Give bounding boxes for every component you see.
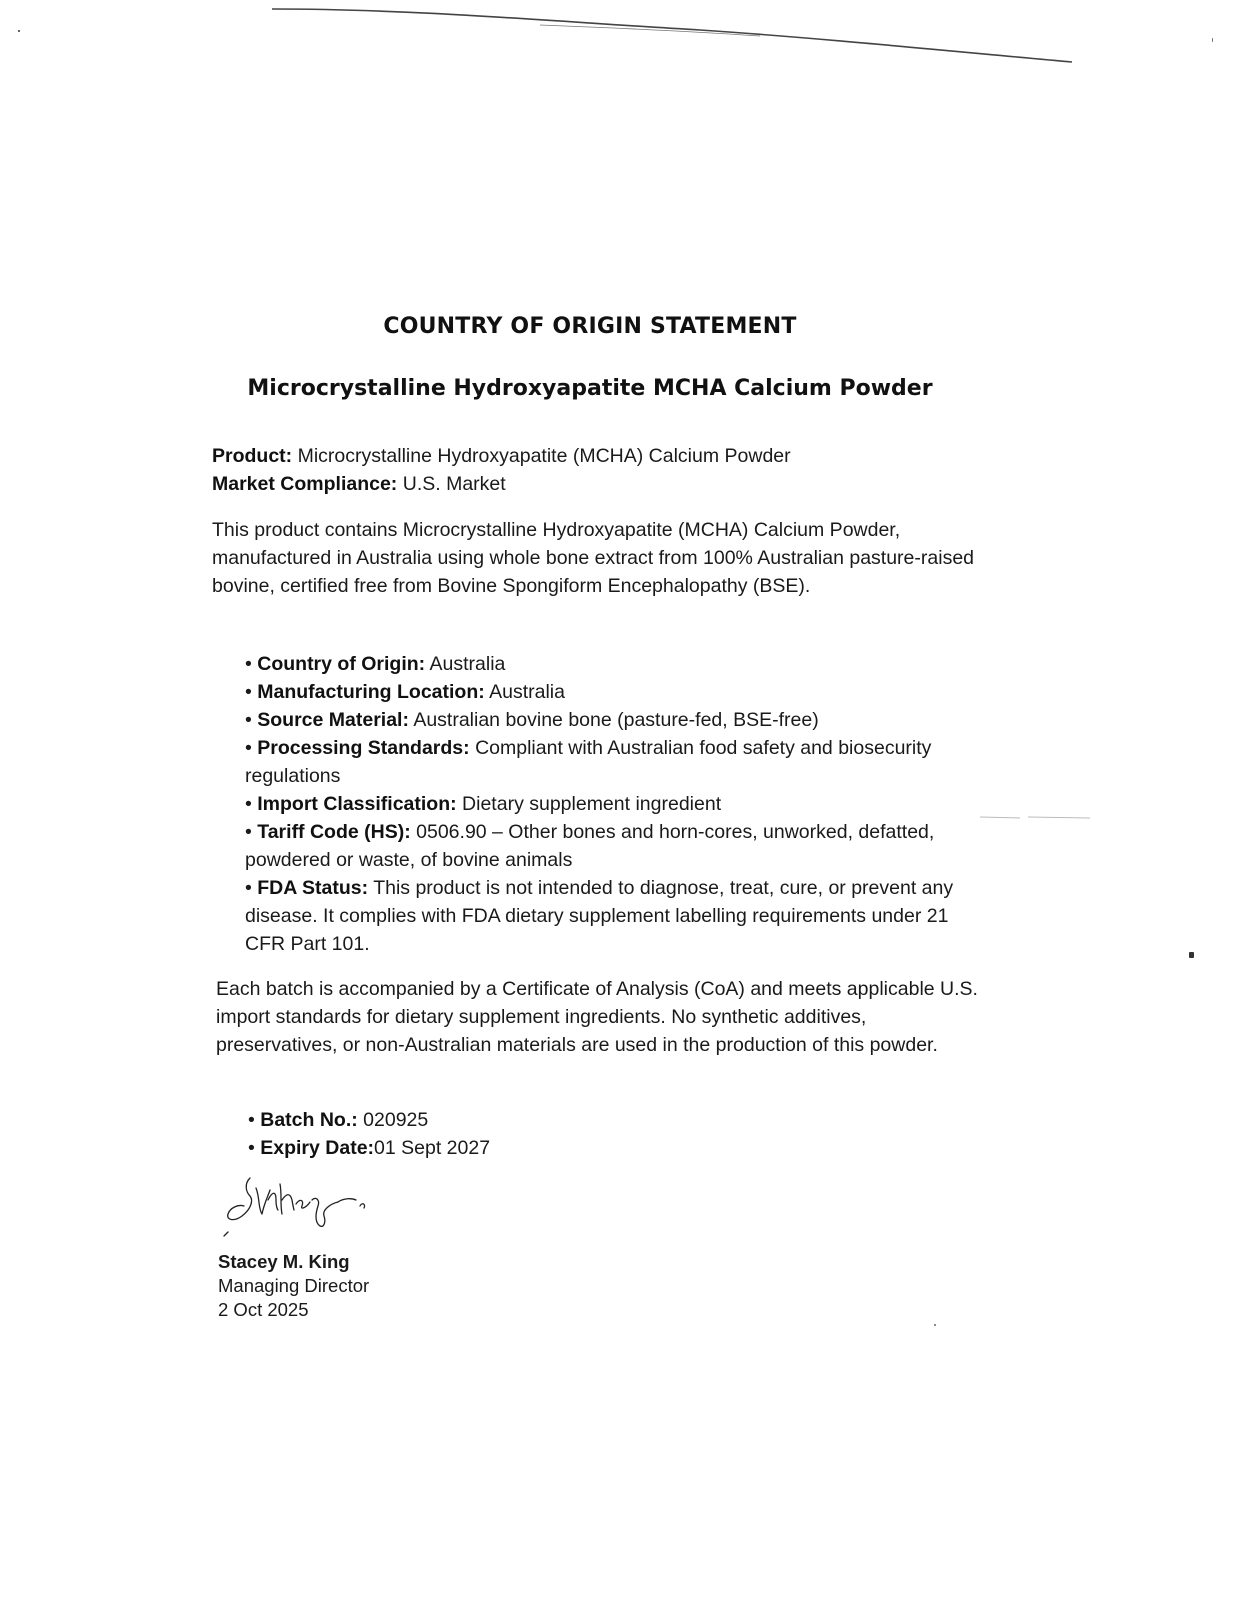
- scan-speck: [934, 1324, 936, 1326]
- detail-source-material: • Source Material: Australian bovine bone (pasture-fed, BSE-free): [245, 709, 819, 731]
- signatory-block: [218, 1250, 369, 1322]
- detail-tariff-code: • Tariff Code (HS): 0506.90 – Other bones and horn-cores, unworked, defatted, powdered or waste, of bovine animals: [245, 821, 935, 871]
- detail-manufacturing-location: • Manufacturing Location: Australia: [245, 681, 565, 703]
- detail-processing-standards: • Processing Standards: Compliant with Australian food safety and biosecurity regulations: [245, 737, 932, 787]
- expiry-value: 01 Sept 2027: [374, 1137, 491, 1159]
- expiry-label: Expiry Date:: [260, 1137, 375, 1159]
- detail-label: Country of Origin:: [257, 653, 426, 675]
- signatory-name: Stacey M. King: [218, 1251, 350, 1272]
- detail-value: Australia: [429, 653, 506, 675]
- detail-value: Compliant with Australian food safety and biosecurity regulations: [245, 737, 932, 787]
- detail-label: Tariff Code (HS):: [257, 821, 411, 843]
- batch-value: 020925: [363, 1109, 429, 1131]
- market-line: [212, 470, 992, 498]
- detail-label: FDA Status:: [257, 877, 369, 899]
- scan-speck: [1189, 952, 1194, 958]
- detail-label: Import Classification:: [257, 793, 457, 815]
- market-label: Market Compliance:: [212, 473, 398, 495]
- document-title: COUNTRY OF ORIGIN STATEMENT: [383, 314, 797, 339]
- product-value: Microcrystalline Hydroxyapatite (MCHA) Calcium Powder: [297, 445, 791, 467]
- details-list: [245, 650, 985, 958]
- detail-label: Manufacturing Location:: [257, 681, 485, 703]
- detail-value: 0506.90 – Other bones and horn-cores, unworked, defatted, powdered or waste, of bovine animals: [245, 821, 935, 871]
- intro-paragraph: This product contains Microcrystalline Hydroxyapatite (MCHA) Calcium Powder, manufactured in Australia using whole bone extract from 100% Australian pasture-raised bovine, certified free from Bovine Spongiform Encephalopathy (BSE).: [212, 519, 975, 597]
- detail-import-classification: • Import Classification: Dietary supplement ingredient: [245, 793, 722, 815]
- scan-artifact-line: [0, 0, 1236, 80]
- detail-label: Source Material:: [257, 709, 409, 731]
- batch-line: • Batch No.: 020925: [248, 1109, 429, 1131]
- signatory-role: Managing Director: [218, 1275, 370, 1296]
- product-line: [212, 442, 992, 470]
- expiry-line: • Expiry Date:01 Sept 2027: [248, 1137, 491, 1159]
- closing-paragraph: Each batch is accompanied by a Certificate of Analysis (CoA) and meets applicable U.S. import standards for dietary supplement ingredients. No synthetic additives, preservatives, or non-Australian materials are used in the production of this powder.: [216, 978, 978, 1056]
- scan-speck: [1212, 38, 1213, 42]
- market-value: U.S. Market: [402, 473, 506, 495]
- scan-speck: [18, 30, 20, 32]
- handwritten-signature: [220, 1170, 380, 1250]
- detail-country-of-origin: • Country of Origin: Australia: [245, 653, 506, 675]
- detail-value: This product is not intended to diagnose, treat, cure, or prevent any disease. It complies with FDA dietary supplement labelling requirements under 21 CFR Part 101.: [245, 877, 954, 955]
- signatory-date: 2 Oct 2025: [218, 1299, 309, 1320]
- scan-artifact-dash: [980, 812, 1120, 822]
- detail-label: Processing Standards:: [257, 737, 470, 759]
- product-label: Product:: [212, 445, 293, 467]
- batch-info: [248, 1106, 748, 1162]
- document-subtitle: Microcrystalline Hydroxyapatite MCHA Calcium Powder: [247, 376, 933, 401]
- detail-value: Australia: [489, 681, 565, 703]
- detail-fda-status: • FDA Status: This product is not intended to diagnose, treat, cure, or prevent any disease. It complies with FDA dietary supplement labelling requirements under 21 CFR Part 101.: [245, 877, 954, 955]
- batch-label: Batch No.:: [260, 1109, 358, 1131]
- detail-value: Australian bovine bone (pasture-fed, BSE-free): [413, 709, 819, 731]
- product-meta: [212, 442, 992, 498]
- detail-value: Dietary supplement ingredient: [462, 793, 722, 815]
